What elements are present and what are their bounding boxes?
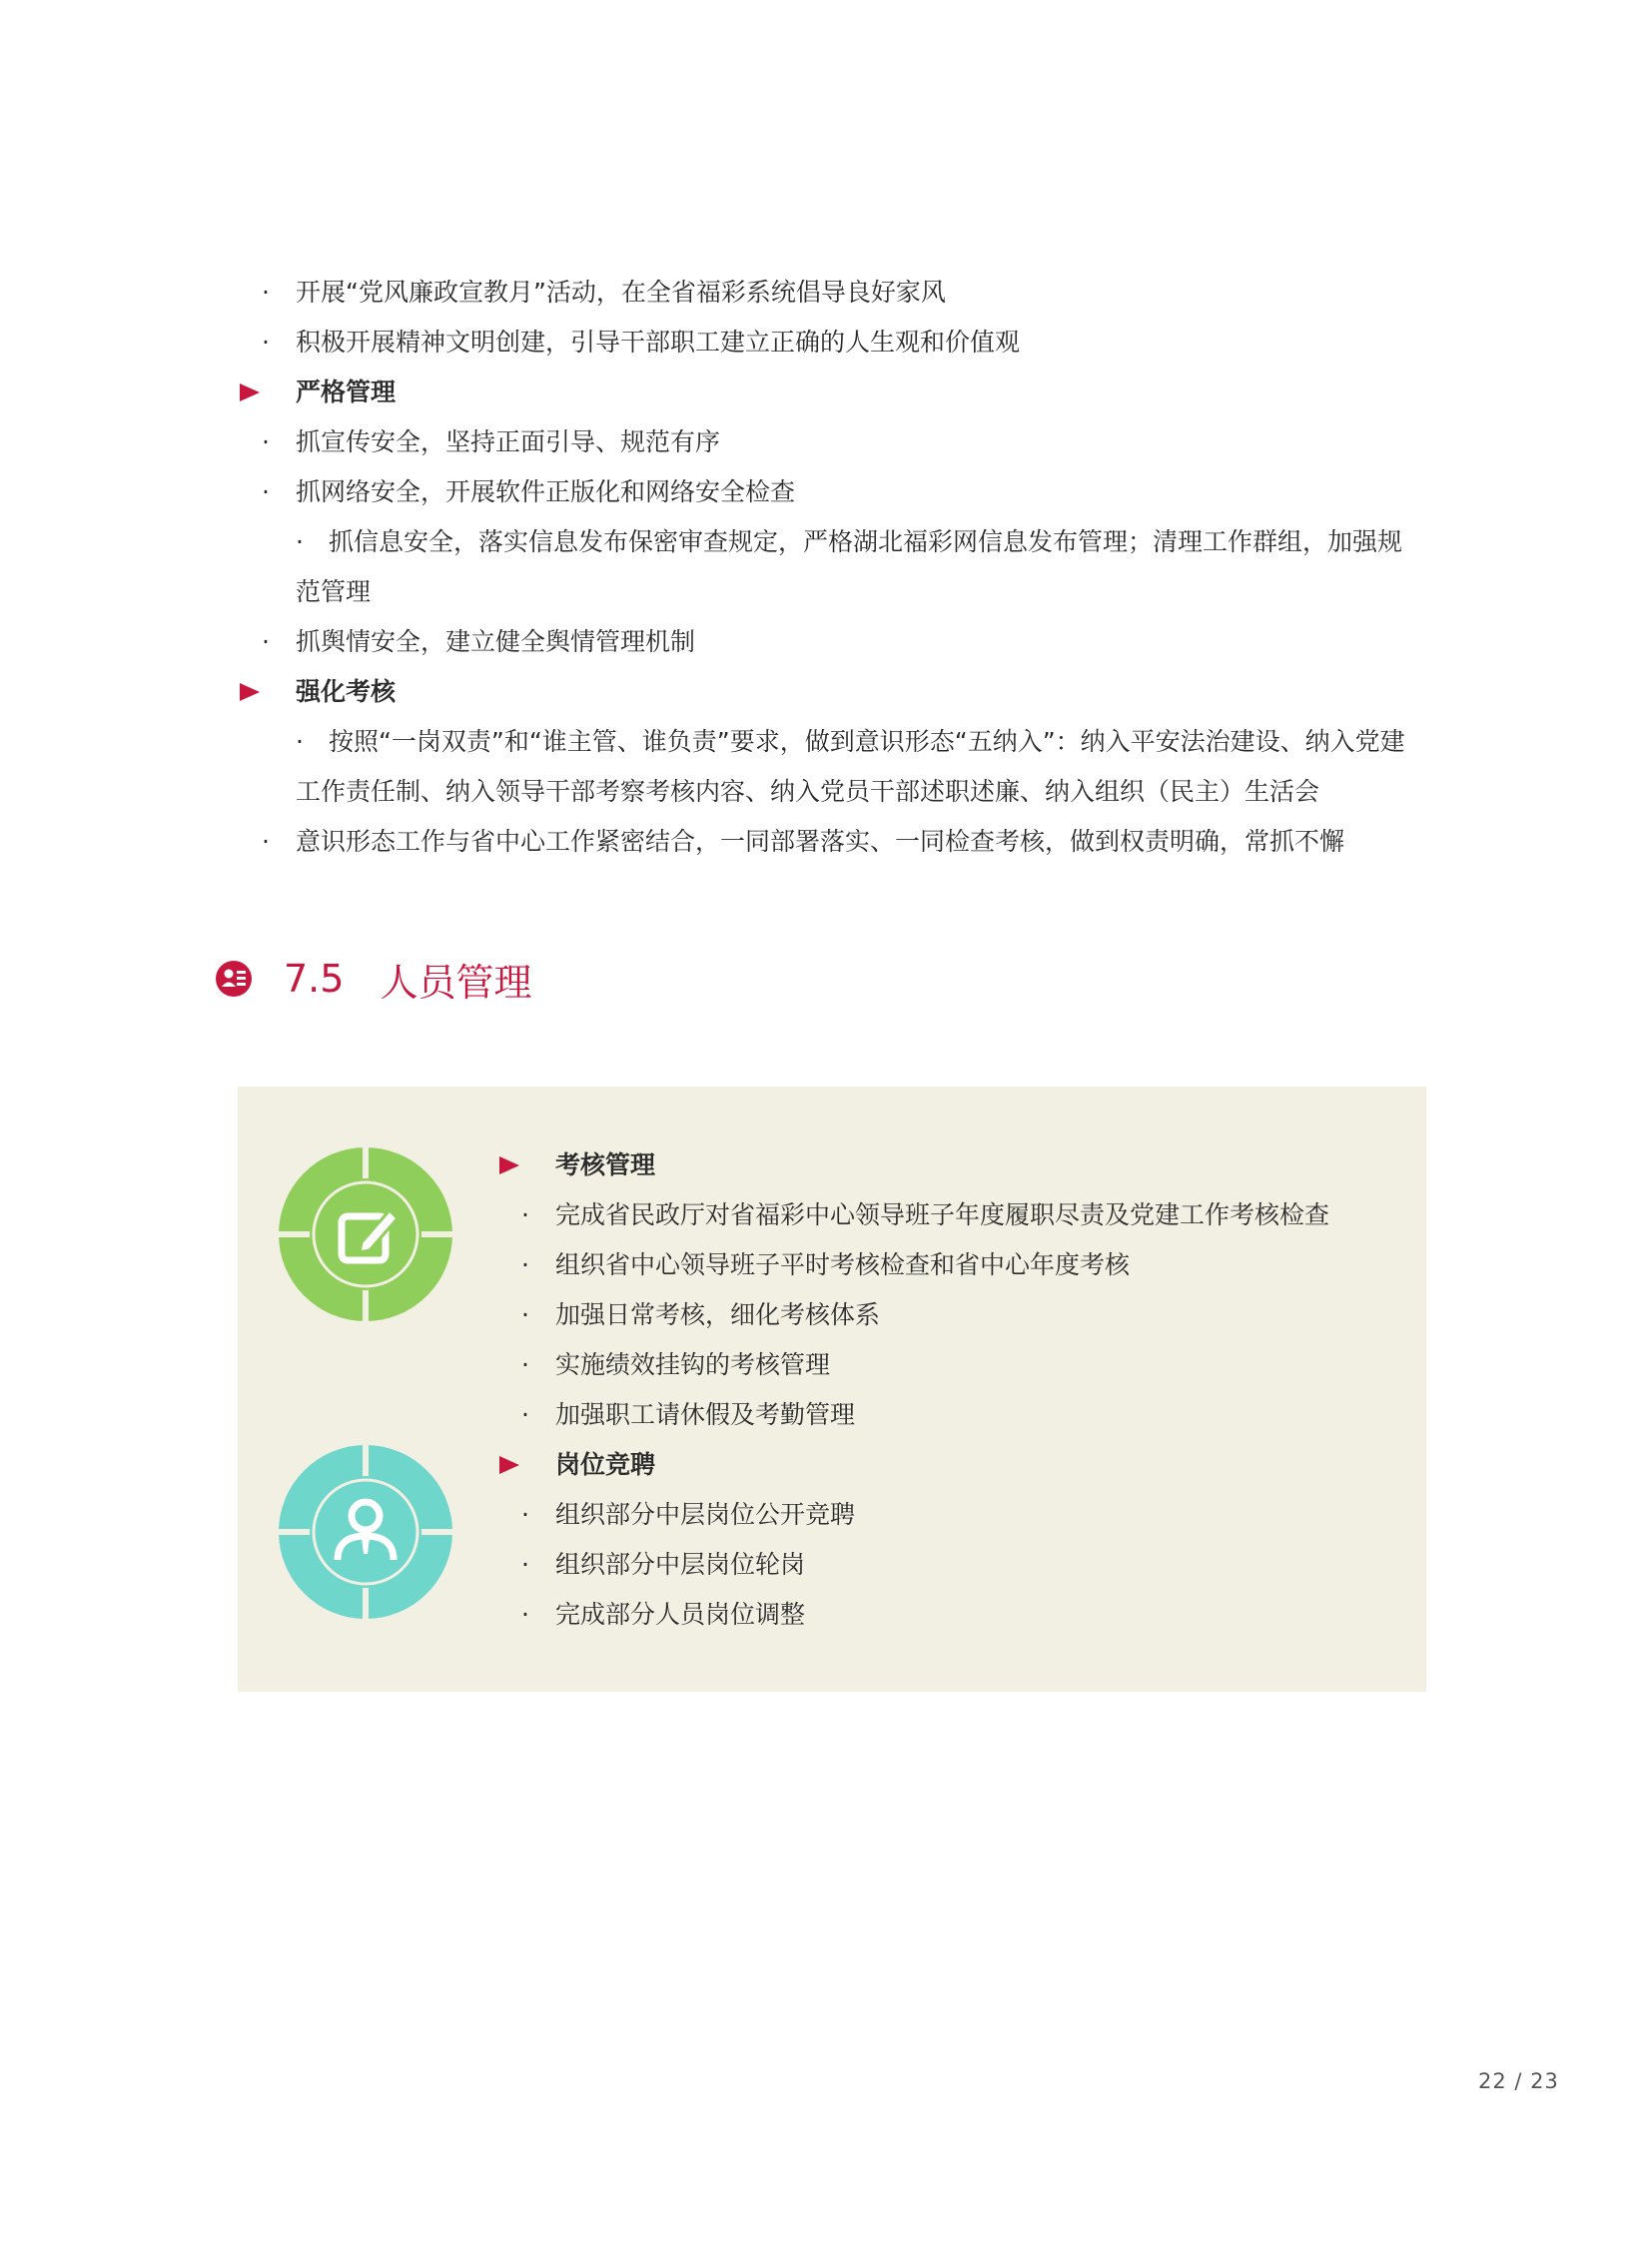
section-heading: 人员管理 — [380, 960, 532, 1005]
heading-assessment-management: 考核管理 — [499, 1140, 1398, 1190]
list-item: · 组织部分中层岗位轮岗 — [521, 1550, 806, 1579]
panel-content — [499, 1140, 1398, 1640]
list-item: · 意识形态工作与省中心工作紧密结合，一同部署落实、一同检查考核，做到权责明确，常抓不懈 — [262, 827, 1345, 856]
heading-strict-management: 严格管理 — [240, 368, 1418, 417]
triangle-bullet-icon — [499, 1456, 519, 1474]
list-item: · 抓宣传安全，坚持正面引导、规范有序 — [262, 427, 721, 456]
list-item-wrapped: · 抓信息安全，落实信息发布保密审查规定，严格湖北福彩网信息发布管理；清理工作群组，加强规范管理 — [296, 527, 1402, 606]
section-title — [214, 949, 531, 1009]
heading-strengthen-assessment: 强化考核 — [240, 667, 1418, 717]
section-number: 7.5 — [284, 957, 345, 1001]
list-item: · 完成省民政厅对省福彩中心领导班子年度履职尽责及党建工作考核检查 — [521, 1200, 1330, 1229]
edit-icon — [278, 1146, 453, 1322]
triangle-bullet-icon — [240, 383, 260, 401]
top-content — [240, 268, 1418, 867]
page-number: 22 / 23 — [1478, 2069, 1559, 2093]
triangle-bullet-icon — [499, 1156, 519, 1174]
list-item: · 积极开展精神文明创建，引导干部职工建立正确的人生观和价值观 — [262, 328, 1021, 357]
list-item: · 加强职工请休假及考勤管理 — [521, 1400, 856, 1429]
list-item: · 抓网络安全，开展软件正版化和网络安全检查 — [262, 477, 796, 506]
list-item-wrapped: · 按照“一岗双责”和“谁主管、谁负责”要求，做到意识形态“五纳入”：纳入平安法治建设、纳入党建工作责任制、纳入领导干部考察考核内容、纳入党员干部述职述廉、纳入组织（民主）生活会 — [296, 727, 1405, 806]
list-item: · 实施绩效挂钩的考核管理 — [521, 1350, 831, 1379]
list-item: · 抓舆情安全，建立健全舆情管理机制 — [262, 627, 696, 656]
personnel-panel — [238, 1087, 1426, 1692]
triangle-bullet-icon — [240, 683, 260, 701]
list-item: · 组织部分中层岗位公开竞聘 — [521, 1500, 856, 1529]
list-item: · 完成部分人员岗位调整 — [521, 1600, 806, 1629]
heading-post-competition: 岗位竞聘 — [499, 1440, 1398, 1490]
user-icon — [278, 1444, 453, 1620]
list-item: · 加强日常考核，细化考核体系 — [521, 1300, 881, 1329]
list-item: · 组织省中心领导班子平时考核检查和省中心年度考核 — [521, 1250, 1131, 1279]
person-card-icon — [214, 959, 254, 999]
list-item: · 开展“党风廉政宣教月”活动，在全省福彩系统倡导良好家风 — [262, 278, 946, 307]
